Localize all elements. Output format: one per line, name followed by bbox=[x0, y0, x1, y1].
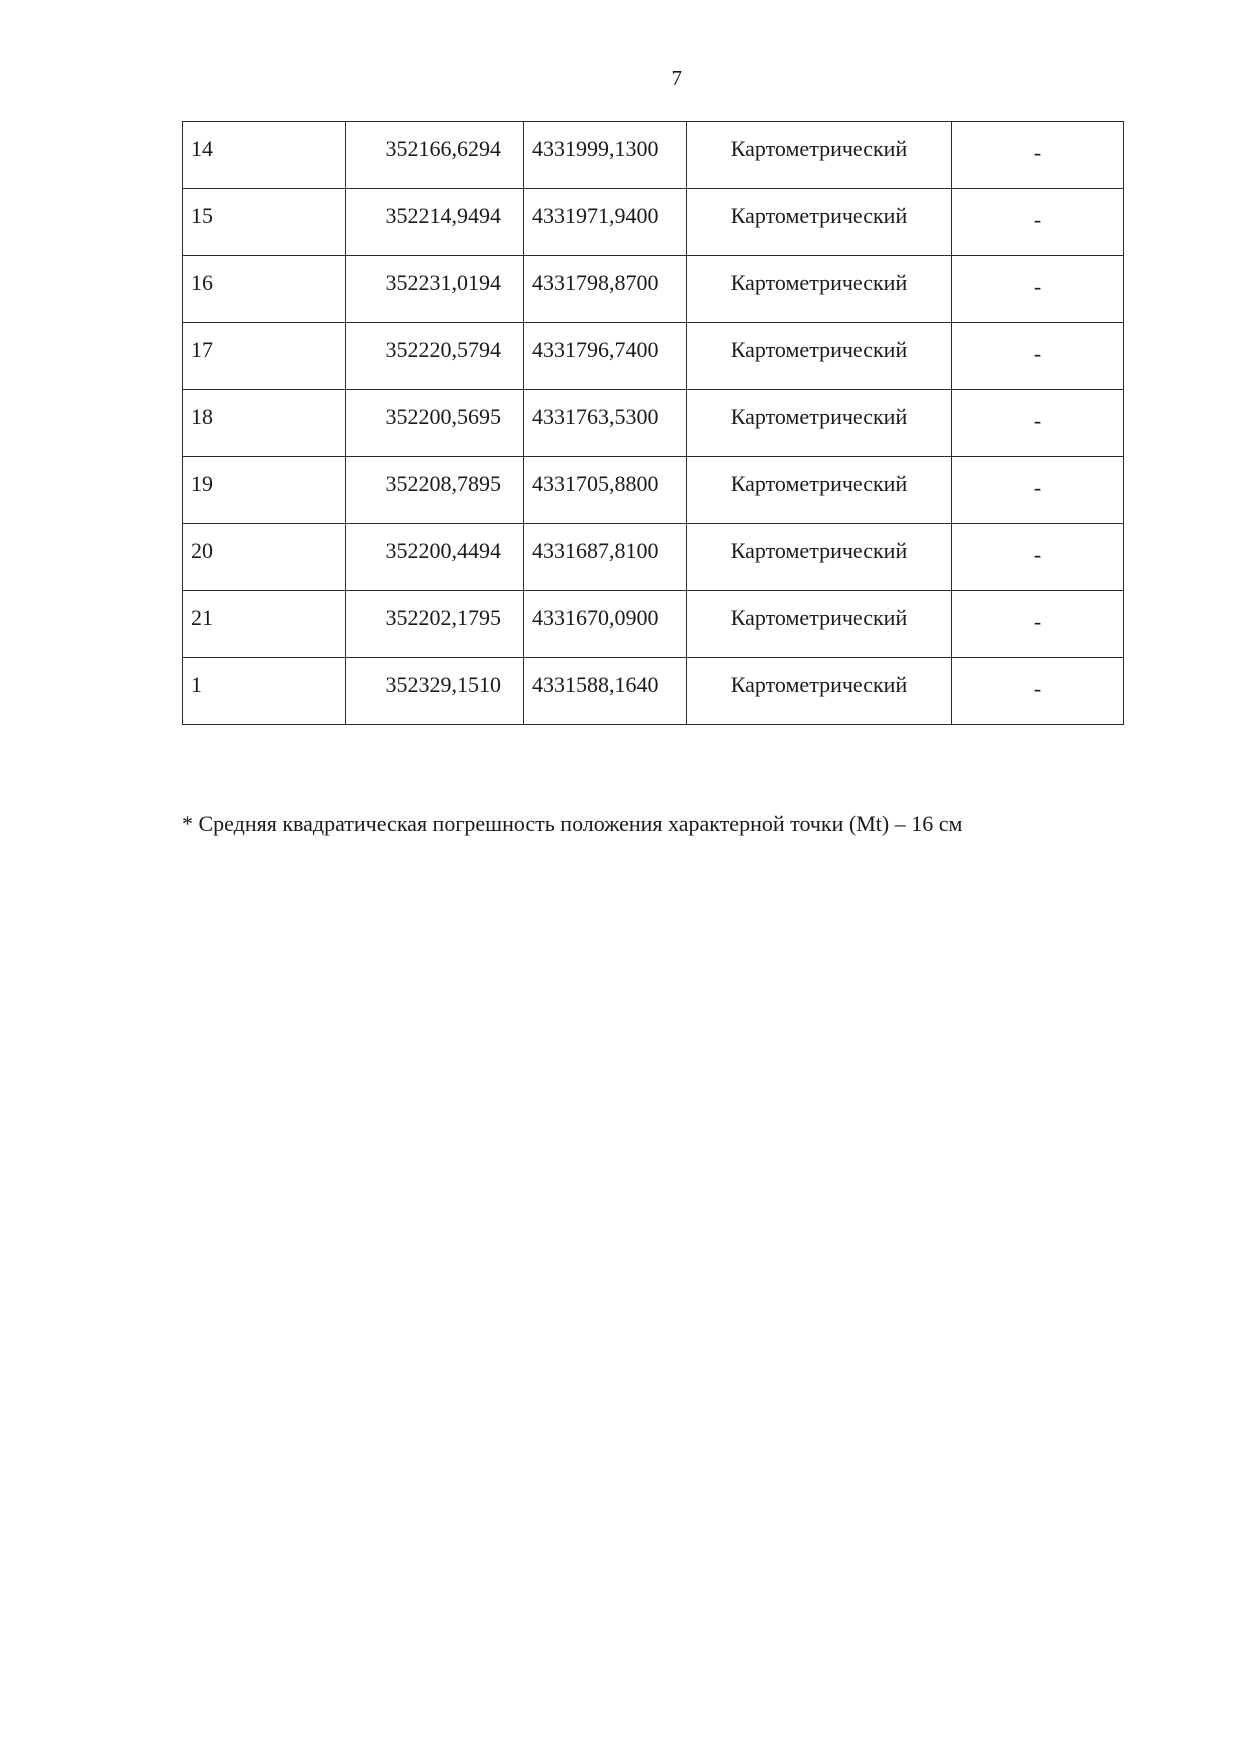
method-cell: Картометрический bbox=[687, 256, 952, 323]
method-cell: Картометрический bbox=[687, 323, 952, 390]
point-number-cell: 19 bbox=[183, 457, 346, 524]
y-coordinate-cell: 4331798,8700 bbox=[524, 256, 687, 323]
x-coordinate-cell: 352200,5695 bbox=[346, 390, 524, 457]
y-coordinate-cell: 4331971,9400 bbox=[524, 189, 687, 256]
method-cell: Картометрический bbox=[687, 524, 952, 591]
method-cell: Картометрический bbox=[687, 390, 952, 457]
y-coordinate-cell: 4331796,7400 bbox=[524, 323, 687, 390]
point-number-cell: 1 bbox=[183, 658, 346, 725]
accuracy-cell: - bbox=[952, 658, 1124, 725]
x-coordinate-cell: 352214,9494 bbox=[346, 189, 524, 256]
y-coordinate-cell: 4331705,8800 bbox=[524, 457, 687, 524]
table-row bbox=[183, 524, 1124, 591]
point-number-cell: 20 bbox=[183, 524, 346, 591]
x-coordinate-cell: 352208,7895 bbox=[346, 457, 524, 524]
accuracy-cell: - bbox=[952, 189, 1124, 256]
y-coordinate-cell: 4331670,0900 bbox=[524, 591, 687, 658]
x-coordinate-cell: 352202,1795 bbox=[346, 591, 524, 658]
footnote: * Средняя квадратическая погрешность положения характерной точки (Mt) – 16 см bbox=[182, 811, 963, 836]
x-coordinate-cell: 352166,6294 bbox=[346, 122, 524, 189]
point-number-cell: 17 bbox=[183, 323, 346, 390]
method-cell: Картометрический bbox=[687, 457, 952, 524]
y-coordinate-cell: 4331687,8100 bbox=[524, 524, 687, 591]
point-number-cell: 15 bbox=[183, 189, 346, 256]
coordinates-table-body bbox=[183, 122, 1124, 725]
point-number-cell: 18 bbox=[183, 390, 346, 457]
table-row bbox=[183, 189, 1124, 256]
page-number: 7 bbox=[671, 66, 683, 90]
table-row bbox=[183, 122, 1124, 189]
point-number-cell: 21 bbox=[183, 591, 346, 658]
x-coordinate-cell: 352329,1510 bbox=[346, 658, 524, 725]
method-cell: Картометрический bbox=[687, 189, 952, 256]
accuracy-cell: - bbox=[952, 323, 1124, 390]
accuracy-cell: - bbox=[952, 524, 1124, 591]
table-row bbox=[183, 591, 1124, 658]
method-cell: Картометрический bbox=[687, 658, 952, 725]
table-row bbox=[183, 256, 1124, 323]
point-number-cell: 16 bbox=[183, 256, 346, 323]
accuracy-cell: - bbox=[952, 591, 1124, 658]
accuracy-cell: - bbox=[952, 457, 1124, 524]
table-row bbox=[183, 457, 1124, 524]
method-cell: Картометрический bbox=[687, 591, 952, 658]
accuracy-cell: - bbox=[952, 122, 1124, 189]
y-coordinate-cell: 4331763,5300 bbox=[524, 390, 687, 457]
y-coordinate-cell: 4331588,1640 bbox=[524, 658, 687, 725]
point-number-cell: 14 bbox=[183, 122, 346, 189]
x-coordinate-cell: 352220,5794 bbox=[346, 323, 524, 390]
y-coordinate-cell: 4331999,1300 bbox=[524, 122, 687, 189]
table-row bbox=[183, 390, 1124, 457]
accuracy-cell: - bbox=[952, 256, 1124, 323]
coordinates-table bbox=[182, 121, 1124, 725]
method-cell: Картометрический bbox=[687, 122, 952, 189]
x-coordinate-cell: 352231,0194 bbox=[346, 256, 524, 323]
table-row bbox=[183, 658, 1124, 725]
table-row bbox=[183, 323, 1124, 390]
x-coordinate-cell: 352200,4494 bbox=[346, 524, 524, 591]
accuracy-cell: - bbox=[952, 390, 1124, 457]
